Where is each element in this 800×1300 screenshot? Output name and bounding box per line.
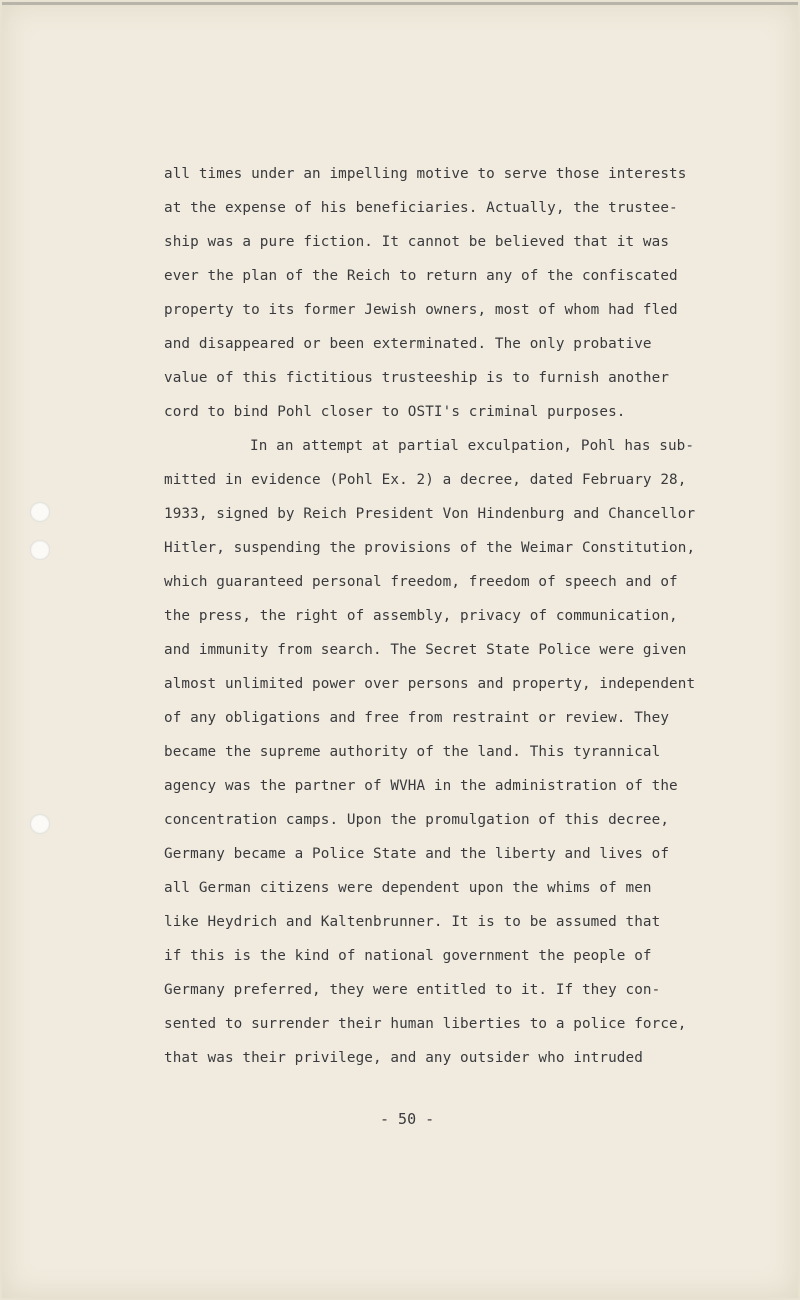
text-line: and immunity from search. The Secret State Police were given <box>164 642 687 658</box>
text-line: property to its former Jewish owners, most of whom had fled <box>164 302 678 318</box>
text-line: agency was the partner of WVHA in the administration of the <box>164 778 678 794</box>
text-line: sented to surrender their human liberties to a police force, <box>164 1016 687 1032</box>
text-line: ship was a pure fiction. It cannot be believed that it was <box>164 234 670 250</box>
page-number: - 50 - <box>380 1110 435 1128</box>
page-top-edge <box>2 2 798 5</box>
text-line: concentration camps. Upon the promulgation of this decree, <box>164 812 670 828</box>
punch-hole <box>30 502 50 522</box>
text-line: at the expense of his beneficiaries. Actually, the trustee- <box>164 200 678 216</box>
text-line: all times under an impelling motive to serve those interests <box>164 166 687 182</box>
text-line: Hitler, suspending the provisions of the Weimar Constitution, <box>164 540 696 556</box>
text-line: ever the plan of the Reich to return any of the confiscated <box>164 268 678 284</box>
text-line: if this is the kind of national government the people of <box>164 948 652 964</box>
text-line: value of this fictitious trusteeship is to furnish another <box>164 370 670 386</box>
punch-hole <box>30 814 50 834</box>
text-line: and disappeared or been exterminated. The only probative <box>164 336 652 352</box>
paragraph-first-line: In an attempt at partial exculpation, Pohl has sub- <box>250 438 695 454</box>
text-line: that was their privilege, and any outsider who intruded <box>164 1050 643 1066</box>
text-line: 1933, signed by Reich President Von Hindenburg and Chancellor <box>164 506 696 522</box>
text-line: which guaranteed personal freedom, freedom of speech and of <box>164 574 678 590</box>
text-line: the press, the right of assembly, privacy of communication, <box>164 608 678 624</box>
text-line: cord to bind Pohl closer to OSTI's criminal purposes. <box>164 404 626 420</box>
text-line: almost unlimited power over persons and property, independent <box>164 676 696 692</box>
text-line: Germany preferred, they were entitled to it. If they con- <box>164 982 661 998</box>
text-line: became the supreme authority of the land. This tyrannical <box>164 744 661 760</box>
text-line: all German citizens were dependent upon the whims of men <box>164 880 652 896</box>
text-line: mitted in evidence (Pohl Ex. 2) a decree, dated February 28, <box>164 472 687 488</box>
punch-hole <box>30 540 50 560</box>
text-line: like Heydrich and Kaltenbrunner. It is to be assumed that <box>164 914 661 930</box>
document-page <box>2 2 798 1298</box>
text-line: of any obligations and free from restraint or review. They <box>164 710 670 726</box>
text-line: Germany became a Police State and the liberty and lives of <box>164 846 670 862</box>
